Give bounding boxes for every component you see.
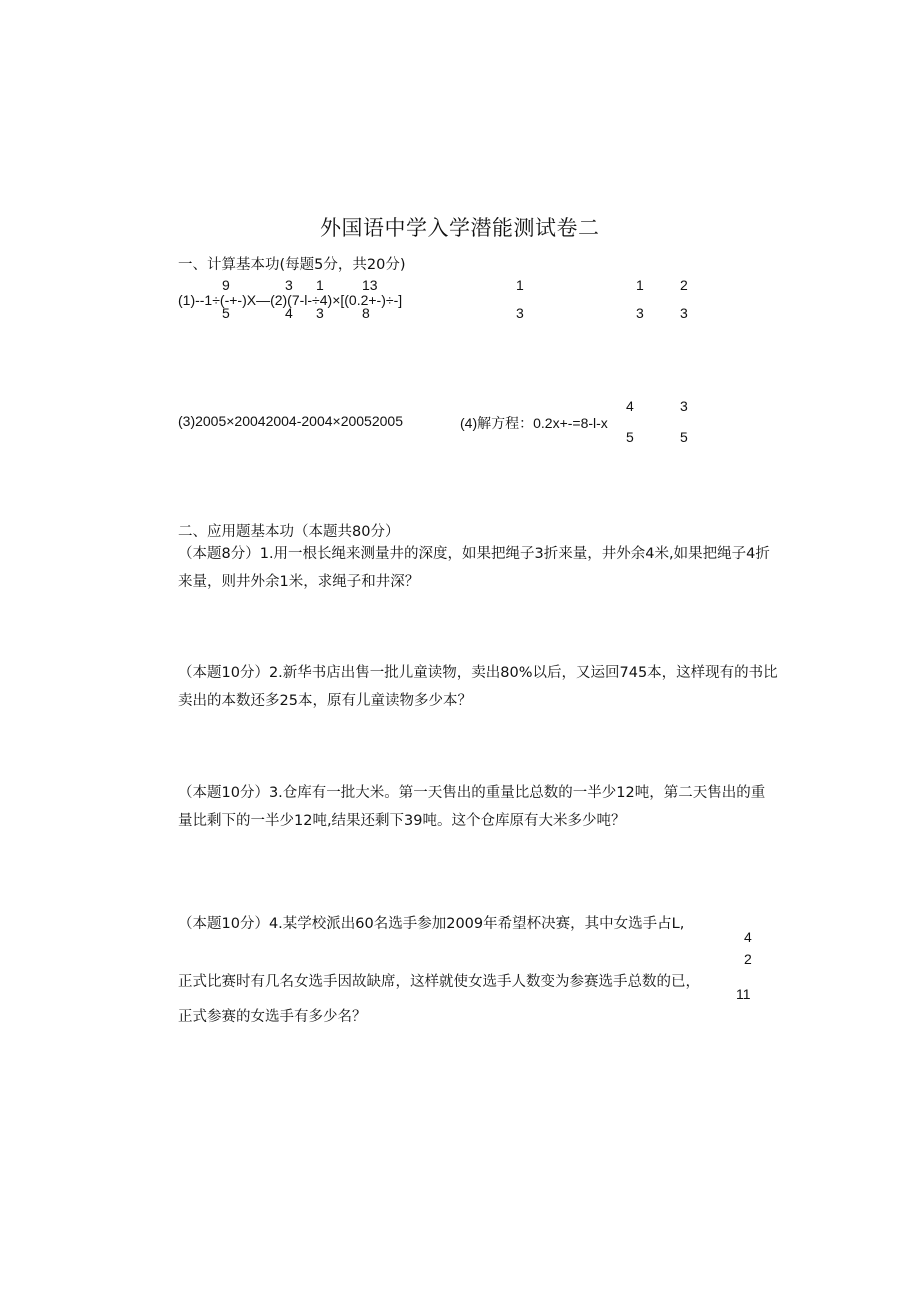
section2-heading: 二、应用题基本功（本题共80分） [178, 524, 400, 540]
p1-bottom-num: 3 [316, 305, 324, 321]
p1-bottom-num: 5 [222, 305, 230, 321]
question-2: （本题10分）2.新华书店出售一批儿童读物，卖出80%以后，又运回745本，这样现有的书比卖出的本数还多25本，原有儿童读物多少本？ [178, 665, 778, 709]
p1-bottom-num: 8 [362, 305, 370, 321]
question-4-line-3: 正式参赛的女选手有多少名？ [178, 1009, 367, 1025]
p4-numerator: 3 [680, 398, 688, 414]
p4-denominator: 5 [626, 429, 634, 445]
question-4-line-2: 正式比赛时有几名女选手因故缺席，这样就使女选手人数变为参赛选手总数的已， [178, 974, 700, 990]
fraction-numerator: 1 [516, 277, 524, 293]
problem-1-2-expression: (1)--1÷(-+-)X—(2)(7-l-÷4)×[(0.2+-)÷-] [178, 292, 403, 308]
q4-fraction-bottom: 11 [736, 986, 751, 1002]
p1-top-num: 3 [285, 277, 293, 293]
p4-numerator: 4 [626, 398, 634, 414]
section1-heading: 一、计算基本功(每题5分，共20分) [178, 257, 406, 273]
fraction-denominator: 3 [516, 305, 524, 321]
q4-fraction-top: 4 [744, 929, 752, 945]
document-title: 外国语中学入学潜能测试卷二 [320, 216, 600, 240]
fraction-numerator: 1 [636, 277, 644, 293]
fraction-denominator: 3 [636, 305, 644, 321]
p1-top-num: 9 [222, 277, 230, 293]
question-1: （本题8分）1.用一根长绳来测量井的深度，如果把绳子3折来量，井外余4米,如果把绳子4折来量，则井外余1米，求绳子和井深？ [178, 546, 770, 590]
p1-top-num: 1 [316, 277, 324, 293]
question-3: （本题10分）3.仓库有一批大米。第一天售出的重量比总数的一半少12吨，第二天售出的重量比剩下的一半少12吨,结果还剩下39吨。这个仓库原有大米多少吨？ [178, 785, 766, 829]
problem-4: (4)解方程：0.2x+-=8-l-x [460, 415, 608, 431]
q4-fraction-mid: 2 [744, 951, 752, 967]
p1-top-num: 13 [362, 277, 378, 293]
question-4-line-1: （本题10分）4.某学校派出60名选手参加2009年希望杯决赛，其中女选手占L, [178, 916, 685, 932]
p1-bottom-num: 4 [285, 305, 293, 321]
problem-3: (3)2005×20042004-2004×20052005 [178, 413, 403, 429]
fraction-numerator: 2 [680, 277, 688, 293]
fraction-denominator: 3 [680, 305, 688, 321]
p4-denominator: 5 [680, 429, 688, 445]
